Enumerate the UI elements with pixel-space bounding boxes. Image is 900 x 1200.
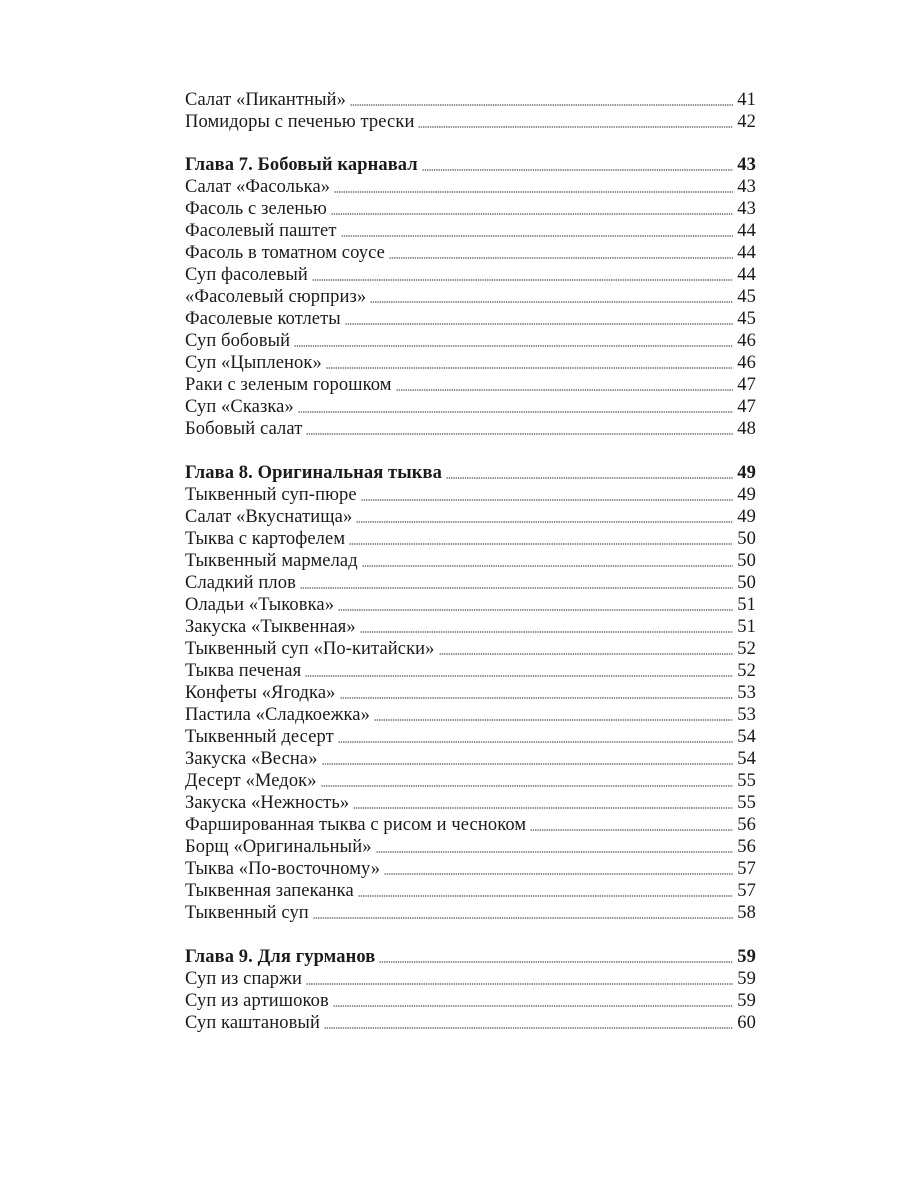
dot-leader bbox=[334, 189, 733, 194]
page-number: 44 bbox=[737, 265, 756, 285]
dot-leader bbox=[422, 167, 733, 172]
page-number: 57 bbox=[737, 881, 756, 901]
dot-leader bbox=[306, 431, 733, 436]
toc-entry bbox=[185, 418, 756, 440]
entry-title: Тыквенный десерт bbox=[185, 727, 334, 747]
page-number: 50 bbox=[737, 551, 756, 571]
dot-leader bbox=[305, 673, 733, 678]
page-number: 49 bbox=[737, 507, 756, 527]
entry-title: «Фасолевый сюрприз» bbox=[185, 287, 367, 307]
page-number: 49 bbox=[737, 463, 756, 483]
section-spacer bbox=[185, 440, 756, 462]
toc-entry bbox=[185, 374, 756, 396]
toc-entry bbox=[185, 660, 756, 682]
toc-section bbox=[185, 946, 756, 1034]
toc-chapter-heading bbox=[185, 946, 756, 968]
page-number: 54 bbox=[737, 749, 756, 769]
chapter-title: Глава 7. Бобовый карнавал bbox=[185, 155, 418, 175]
page-number: 59 bbox=[737, 947, 756, 967]
toc-entry bbox=[185, 748, 756, 770]
toc-entry bbox=[185, 770, 756, 792]
page-number: 53 bbox=[737, 683, 756, 703]
toc-entry bbox=[185, 616, 756, 638]
toc-entry bbox=[185, 330, 756, 352]
dot-leader bbox=[312, 277, 733, 282]
toc-entry bbox=[185, 880, 756, 902]
page-number: 55 bbox=[737, 771, 756, 791]
dot-leader bbox=[324, 1025, 733, 1030]
chapter-title: Глава 9. Для гурманов bbox=[185, 947, 376, 967]
entry-title: Десерт «Медок» bbox=[185, 771, 317, 791]
dot-leader bbox=[322, 761, 733, 766]
toc-section bbox=[185, 462, 756, 924]
toc-entry bbox=[185, 352, 756, 374]
page-number: 45 bbox=[737, 287, 756, 307]
dot-leader bbox=[379, 959, 733, 964]
toc-entry bbox=[185, 242, 756, 264]
dot-leader bbox=[345, 321, 733, 326]
entry-title: Закуска «Тыквенная» bbox=[185, 617, 356, 637]
dot-leader bbox=[333, 1003, 733, 1008]
dot-leader bbox=[338, 607, 733, 612]
page-number: 52 bbox=[737, 639, 756, 659]
entry-title: Салат «Пикантный» bbox=[185, 90, 346, 110]
dot-leader bbox=[396, 387, 733, 392]
dot-leader bbox=[356, 519, 733, 524]
page-number: 43 bbox=[737, 155, 756, 175]
entry-title: Фасолевые котлеты bbox=[185, 309, 341, 329]
entry-title: Суп «Цыпленок» bbox=[185, 353, 322, 373]
toc-entry bbox=[185, 264, 756, 286]
entry-title: Конфеты «Ягодка» bbox=[185, 683, 336, 703]
toc-chapter-heading bbox=[185, 462, 756, 484]
toc-entry bbox=[185, 89, 756, 111]
page-number: 60 bbox=[737, 1013, 756, 1033]
dot-leader bbox=[340, 695, 733, 700]
page-number: 50 bbox=[737, 573, 756, 593]
entry-title: Салат «Фасолька» bbox=[185, 177, 331, 197]
page-number: 46 bbox=[737, 353, 756, 373]
page-number: 55 bbox=[737, 793, 756, 813]
entry-title: Помидоры с печенью трески bbox=[185, 112, 415, 132]
entry-title: Тыква с картофелем bbox=[185, 529, 346, 549]
page-number: 51 bbox=[737, 617, 756, 637]
page-number: 54 bbox=[737, 727, 756, 747]
dot-leader bbox=[313, 915, 733, 920]
entry-title: Закуска «Весна» bbox=[185, 749, 318, 769]
toc-entry bbox=[185, 484, 756, 506]
section-spacer bbox=[185, 133, 756, 154]
entry-title: Пастила «Сладкоежка» bbox=[185, 705, 370, 725]
table-of-contents bbox=[185, 89, 756, 1034]
dot-leader bbox=[306, 981, 733, 986]
dot-leader bbox=[341, 233, 733, 238]
toc-entry bbox=[185, 572, 756, 594]
toc-chapter-heading bbox=[185, 154, 756, 176]
entry-title: Оладьи «Тыковка» bbox=[185, 595, 335, 615]
entry-title: Фасолевый паштет bbox=[185, 221, 337, 241]
page-number: 56 bbox=[737, 815, 756, 835]
dot-leader bbox=[384, 871, 733, 876]
page-number: 58 bbox=[737, 903, 756, 923]
entry-title: Салат «Вкуснатища» bbox=[185, 507, 353, 527]
entry-title: Фаршированная тыква с рисом и чесноком bbox=[185, 815, 527, 835]
toc-entry bbox=[185, 990, 756, 1012]
page-number: 42 bbox=[737, 112, 756, 132]
page-number: 44 bbox=[737, 243, 756, 263]
dot-leader bbox=[353, 805, 733, 810]
toc-entry bbox=[185, 506, 756, 528]
page-number: 50 bbox=[737, 529, 756, 549]
toc-entry bbox=[185, 111, 756, 133]
dot-leader bbox=[370, 299, 733, 304]
dot-leader bbox=[418, 124, 733, 129]
entry-title: Фасоль с зеленью bbox=[185, 199, 327, 219]
page-number: 45 bbox=[737, 309, 756, 329]
dot-leader bbox=[349, 541, 733, 546]
page-number: 51 bbox=[737, 595, 756, 615]
toc-entry bbox=[185, 220, 756, 242]
dot-leader bbox=[530, 827, 733, 832]
toc-entry bbox=[185, 528, 756, 550]
page-number: 53 bbox=[737, 705, 756, 725]
entry-title: Бобовый салат bbox=[185, 419, 303, 439]
entry-title: Суп каштановый bbox=[185, 1013, 320, 1033]
chapter-title: Глава 8. Оригинальная тыква bbox=[185, 463, 442, 483]
toc-entry bbox=[185, 814, 756, 836]
toc-entry bbox=[185, 968, 756, 990]
dot-leader bbox=[374, 717, 733, 722]
toc-entry bbox=[185, 704, 756, 726]
entry-title: Тыквенный суп «По-китайски» bbox=[185, 639, 435, 659]
dot-leader bbox=[338, 739, 733, 744]
section-spacer bbox=[185, 924, 756, 946]
toc-entry bbox=[185, 594, 756, 616]
page-number: 57 bbox=[737, 859, 756, 879]
page-number: 41 bbox=[737, 90, 756, 110]
dot-leader bbox=[446, 475, 733, 480]
entry-title: Суп фасолевый bbox=[185, 265, 308, 285]
dot-leader bbox=[362, 563, 733, 568]
page-number: 59 bbox=[737, 969, 756, 989]
page-number: 44 bbox=[737, 221, 756, 241]
page-number: 47 bbox=[737, 375, 756, 395]
entry-title: Суп бобовый bbox=[185, 331, 291, 351]
dot-leader bbox=[358, 893, 733, 898]
entry-title: Закуска «Нежность» bbox=[185, 793, 350, 813]
dot-leader bbox=[298, 409, 733, 414]
toc-entry bbox=[185, 792, 756, 814]
entry-title: Фасоль в томатном соусе bbox=[185, 243, 385, 263]
entry-title: Борщ «Оригинальный» bbox=[185, 837, 372, 857]
entry-title: Тыквенный суп bbox=[185, 903, 309, 923]
page-number: 56 bbox=[737, 837, 756, 857]
toc-entry bbox=[185, 836, 756, 858]
dot-leader bbox=[361, 497, 733, 502]
toc-entry bbox=[185, 176, 756, 198]
entry-title: Сладкий плов bbox=[185, 573, 296, 593]
page-number: 49 bbox=[737, 485, 756, 505]
toc-entry bbox=[185, 638, 756, 660]
entry-title: Тыква печеная bbox=[185, 661, 302, 681]
page-number: 46 bbox=[737, 331, 756, 351]
page-number: 48 bbox=[737, 419, 756, 439]
dot-leader bbox=[376, 849, 733, 854]
entry-title: Тыквенная запеканка bbox=[185, 881, 354, 901]
page-number: 47 bbox=[737, 397, 756, 417]
dot-leader bbox=[331, 211, 733, 216]
page-number: 52 bbox=[737, 661, 756, 681]
dot-leader bbox=[360, 629, 733, 634]
dot-leader bbox=[350, 102, 733, 107]
dot-leader bbox=[321, 783, 733, 788]
toc-entry bbox=[185, 726, 756, 748]
entry-title: Раки с зеленым горошком bbox=[185, 375, 392, 395]
toc-entry bbox=[185, 682, 756, 704]
dot-leader bbox=[439, 651, 733, 656]
toc-entry bbox=[185, 902, 756, 924]
entry-title: Суп «Сказка» bbox=[185, 397, 294, 417]
toc-entry bbox=[185, 1012, 756, 1034]
entry-title: Тыква «По-восточному» bbox=[185, 859, 381, 879]
toc-entry bbox=[185, 286, 756, 308]
toc-section bbox=[185, 154, 756, 440]
page-number: 59 bbox=[737, 991, 756, 1011]
entry-title: Тыквенный мармелад bbox=[185, 551, 358, 571]
dot-leader bbox=[294, 343, 733, 348]
dot-leader bbox=[300, 585, 733, 590]
entry-title: Суп из спаржи bbox=[185, 969, 303, 989]
page-number: 43 bbox=[737, 199, 756, 219]
page-number: 43 bbox=[737, 177, 756, 197]
entry-title: Суп из артишоков bbox=[185, 991, 329, 1011]
toc-entry bbox=[185, 550, 756, 572]
toc-section bbox=[185, 89, 756, 133]
dot-leader bbox=[389, 255, 733, 260]
toc-entry bbox=[185, 396, 756, 418]
toc-entry bbox=[185, 198, 756, 220]
dot-leader bbox=[326, 365, 733, 370]
toc-entry bbox=[185, 308, 756, 330]
toc-entry bbox=[185, 858, 756, 880]
entry-title: Тыквенный суп-пюре bbox=[185, 485, 357, 505]
